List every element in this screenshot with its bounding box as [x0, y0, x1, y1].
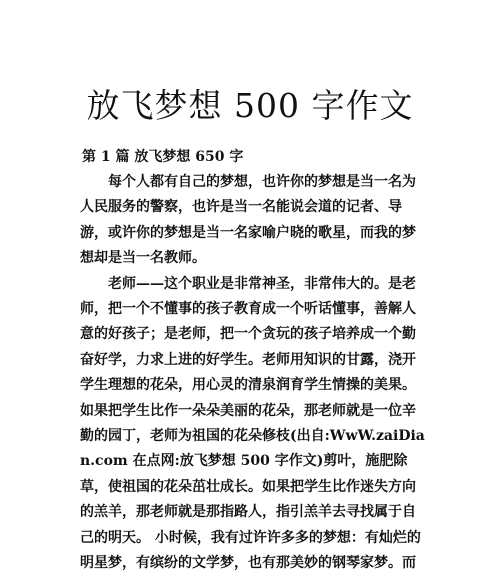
paragraph-1: 每个人都有自己的梦想，也许你的梦想是当一名为人民服务的警察，也许是当一名能说会道的记者、导游，或许你的梦想是当一名家喻户晓的歌星，而我的梦想却是当一名教师。	[80, 174, 416, 267]
paragraph-2: 老师——这个职业是非常神圣，非常伟大的。是老师，把一个不懂事的孩子教育成一个听话懂事，善解人意的好孩子；是老师，把一个贪玩的孩子培养成一个勤奋好学，力求上进的好学生。老师用知识的甘露，浇开学生理想的花朵，用心灵的清泉润育学生情操的美果。如果把学生比作一朵朵美丽的花朵，那老师就是一位辛勤的园丁，老师为祖国的花朵修枝(出自:WwW.zaiDian.com 在点网:放飞梦想 500 字作文)剪叶，施肥除草，使祖国的花朵茁壮成长。如果把学生比作迷失方向的羔羊，那老师就是那指路人，指引羔羊去寻找属于自己的明天。 小时候，我有过许许多多的梦想：有灿烂的明星梦，有缤纷的文学梦，也有那美妙的钢琴家梦。而	[80, 275, 425, 572]
article-heading: 第 1 篇 放飞梦想 650 字	[82, 149, 244, 165]
document-title: 放飞梦想 500 字作文	[86, 86, 414, 125]
article-body	[80, 170, 426, 577]
